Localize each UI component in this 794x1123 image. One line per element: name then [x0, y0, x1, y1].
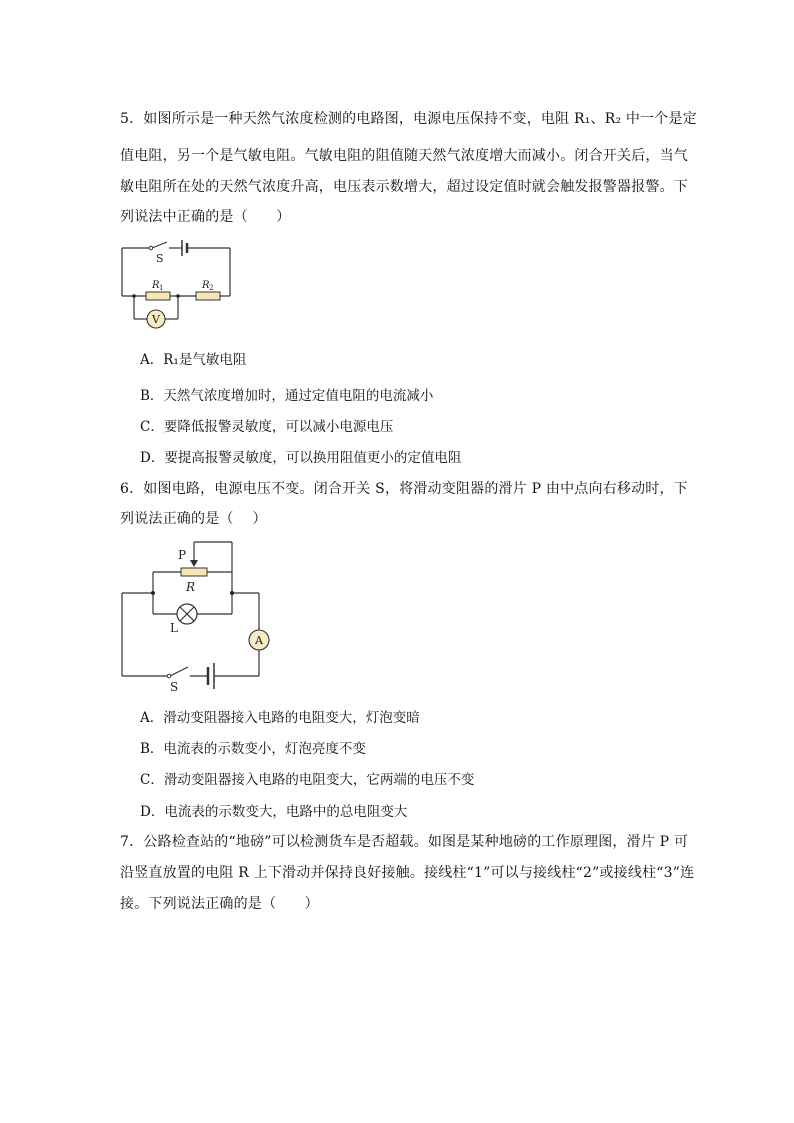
q5-text-line-1: 5．如图所示是一种天然气浓度检测的电路图，电源电压保持不变，电阻 R₁、R₂ 中一个是定: [120, 111, 697, 127]
q7-text-line-3: 接。下列说法正确的是（ ）: [120, 896, 319, 912]
svg-text:V: V: [152, 313, 160, 326]
slider-arrow-icon: [190, 560, 198, 567]
svg-text:R: R: [186, 580, 196, 594]
svg-text:2: 2: [209, 284, 214, 292]
svg-text:A: A: [255, 634, 263, 647]
svg-text:S: S: [156, 252, 164, 265]
rheostat-resistor: [181, 568, 207, 576]
r2-resistor: [196, 292, 220, 300]
q5-option-a: A．R₁是气敏电阻: [140, 352, 247, 368]
q5-text-line-3: 敏电阻所在处的天然气浓度升高，电压表示数增大，超过设定值时就会触发报警器报警。下: [120, 179, 688, 195]
q6-circuit-diagram: [112, 536, 272, 696]
q5-text-line-4: 列说法中正确的是（ ）: [120, 209, 291, 225]
q6-text-line-2: 列说法正确的是（ ）: [120, 511, 267, 527]
svg-text:S: S: [170, 680, 179, 694]
q5-option-b: B．天然气浓度增加时，通过定值电阻的电流减小: [140, 388, 434, 404]
q6-option-d: D．电流表的示数变大，电路中的总电阻变大: [140, 804, 408, 820]
svg-text:R: R: [202, 280, 210, 291]
q5-text-line-2: 值电阻，另一个是气敏电阻。气敏电阻的阻值随天然气浓度增大而减小。闭合开关后，当气: [120, 148, 688, 164]
q7-text-line-1: 7．公路检查站的“地磅”可以检测货车是否超载。如图是某种地磅的工作原理图，滑片 P 可: [120, 834, 689, 850]
q5-circuit-diagram: [112, 234, 242, 334]
q6-option-b: B．电流表的示数变小，灯泡亮度不变: [140, 741, 366, 757]
q6-option-a: A．滑动变阻器接入电路的电阻变大，灯泡变暗: [140, 710, 420, 726]
svg-text:P: P: [178, 548, 187, 562]
q6-option-c: C．滑动变阻器接入电路的电阻变大，它两端的电压不变: [140, 772, 475, 788]
svg-text:1: 1: [159, 284, 164, 292]
q6-text-line-1: 6．如图电路，电源电压不变。闭合开关 S，将滑动变阻器的滑片 P 由中点向右移动时，下: [120, 481, 688, 497]
q7-text-line-2: 沿竖直放置的电阻 R 上下滑动并保持良好接触。接线柱“1”可以与接线柱“2”或接线柱“3”连: [120, 865, 695, 881]
q5-option-d: D．要提高报警灵敏度，可以换用阻值更小的定值电阻: [140, 450, 462, 466]
q5-option-c: C．要降低报警灵敏度，可以减小电源电压: [140, 419, 394, 435]
svg-text:L: L: [170, 621, 178, 635]
svg-text:R: R: [152, 280, 160, 291]
r1-resistor: [146, 292, 170, 300]
